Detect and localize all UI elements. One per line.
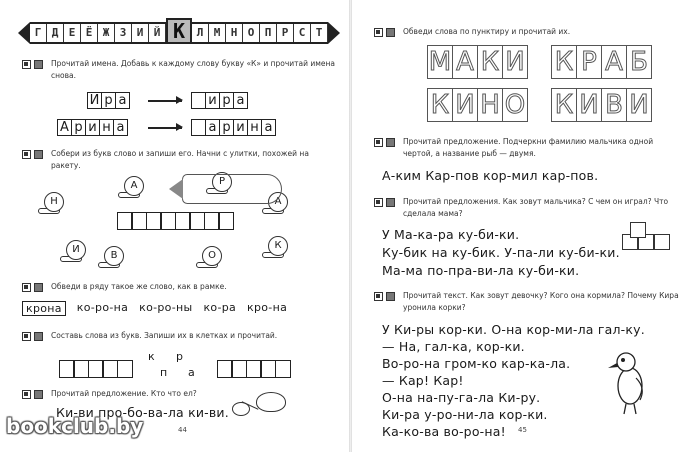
- letter-cell: а: [115, 92, 130, 109]
- dotted-letter: А: [601, 45, 627, 79]
- dotted-letter: К: [477, 45, 503, 79]
- snail-icon: [98, 246, 124, 268]
- snail-icon: [196, 246, 222, 268]
- alphabet-letter: Т: [311, 24, 328, 42]
- text-line: — На, гал-ка, кор-ки.: [382, 339, 525, 354]
- letter-cell: а: [233, 92, 248, 109]
- task-makar: [374, 196, 684, 220]
- dotted-letter: К: [427, 88, 453, 122]
- word-option[interactable]: кро-на: [247, 301, 288, 314]
- task-surname: [374, 136, 684, 160]
- task-trace-words: [374, 26, 684, 38]
- alphabet-strip: [30, 19, 328, 44]
- alphabet-letter: И: [132, 24, 149, 42]
- kiwi-bird-icon: [256, 392, 286, 412]
- text-line: У Ма-ка-ра ку-би-ки.: [382, 227, 520, 242]
- alphabet-letter: Д: [47, 24, 64, 42]
- snail-letter: И: [66, 240, 86, 260]
- answer-cells[interactable]: [118, 212, 234, 230]
- task-marker-icon: [374, 198, 383, 207]
- alphabet-letter: Й: [149, 24, 166, 42]
- task-instruction: Прочитай имена. Добавь к каждому слову букву «К» и прочитай имена снова.: [51, 59, 336, 80]
- task-find-word: [22, 281, 340, 293]
- dotted-word[interactable]: [428, 45, 528, 79]
- task-marker-icon: [34, 332, 43, 341]
- answer-cells[interactable]: [218, 360, 291, 378]
- dotted-letter: И: [452, 88, 478, 122]
- task-snails: [22, 148, 340, 172]
- task-instruction: Прочитай предложение. Кто что ел?: [51, 389, 197, 398]
- sentence: А-ким Кар-пов кор-мил кар-пов.: [382, 168, 599, 183]
- arrow-icon: [148, 127, 182, 129]
- snail-letter: А: [268, 192, 288, 212]
- task-marker-icon: [22, 283, 31, 292]
- page-number: 44: [178, 426, 187, 434]
- task-instruction: Прочитай текст. Как зовут девочку? Кого она кормила? Почему Кира уронила корки?: [403, 291, 679, 312]
- task-add-letter: [22, 58, 340, 82]
- letter-cell: а: [113, 119, 128, 136]
- snail-icon: [60, 240, 86, 262]
- arrow-icon: [148, 100, 182, 102]
- scatter-letter: р: [176, 350, 183, 363]
- alphabet-letter: З: [115, 24, 132, 42]
- task-instruction: Собери из букв слово и запиши его. Начни с улитки, похожей на ракету.: [51, 149, 309, 170]
- text-line: Ки-ра у-ро-ни-ла кор-ки.: [382, 407, 548, 422]
- task-marker-icon: [386, 138, 395, 147]
- snail-icon: [118, 176, 144, 198]
- task-instruction: Обведи в ряду такое же слово, как в рамке.: [51, 282, 227, 291]
- task-marker-icon: [374, 292, 383, 301]
- dotted-letter: И: [626, 88, 652, 122]
- empty-cell[interactable]: [117, 360, 133, 378]
- scatter-letter: п: [160, 366, 168, 379]
- letter-cell: и: [85, 119, 100, 136]
- task-marker-icon: [22, 150, 31, 159]
- snail-letter: О: [202, 246, 222, 266]
- task-marker-icon: [386, 292, 395, 301]
- text-line: Ку-бик на ку-бик. У-па-ли ку-би-ки.: [382, 245, 620, 260]
- text-line: Во-ро-на гром-ко кар-ка-ла.: [382, 356, 571, 371]
- dotted-word[interactable]: [552, 45, 652, 79]
- word-option[interactable]: ко-ра: [203, 301, 237, 314]
- letter-cell: а: [205, 119, 220, 136]
- snail-icon: [262, 236, 288, 258]
- snail-letter: К: [268, 236, 288, 256]
- ribbon-left-arrow: [18, 22, 30, 44]
- letter-cell: а: [261, 119, 276, 136]
- letter-cell: р: [101, 92, 116, 109]
- task-marker-icon: [22, 332, 31, 341]
- letter-cell: р: [71, 119, 86, 136]
- alphabet-letter: М: [209, 24, 226, 42]
- text-line: — Кар! Кар!: [382, 373, 464, 388]
- task-marker-icon: [34, 390, 43, 399]
- task-kira: [374, 290, 684, 314]
- alphabet-letter: Е: [64, 24, 81, 42]
- task-instruction: Прочитай предложения. Как зовут мальчика? С чем он играл? Что сделала мама?: [403, 197, 669, 218]
- task-instruction: Составь слова из букв. Запиши их в клетках и прочитай.: [51, 331, 278, 340]
- word-kira-cells[interactable]: [192, 92, 248, 109]
- answer-cells[interactable]: [60, 360, 133, 378]
- dotted-letter: К: [551, 45, 577, 79]
- alphabet-letter: Л: [192, 24, 209, 42]
- cubes-icon: [622, 222, 674, 252]
- dotted-word[interactable]: [428, 88, 528, 122]
- letter-cell: И: [87, 92, 102, 109]
- alphabet-ribbon: [18, 19, 340, 44]
- boxed-word: крона: [22, 301, 66, 316]
- dotted-letter: В: [601, 88, 627, 122]
- snail-letter: Р: [212, 172, 232, 192]
- task-instruction: Прочитай предложение. Подчеркни фамилию мальчика одной чертой, а название рыб — двумя.: [403, 137, 654, 158]
- word-karina-cells[interactable]: [192, 119, 276, 136]
- task-marker-icon: [22, 60, 31, 69]
- rocket-icon: [182, 174, 282, 204]
- alphabet-letter: Ё: [81, 24, 98, 42]
- dotted-letter: К: [551, 88, 577, 122]
- word-option[interactable]: ко-ро-на: [76, 301, 129, 314]
- snail-letter: В: [104, 246, 124, 266]
- letter-cell: [191, 119, 206, 136]
- snail-letter: А: [124, 176, 144, 196]
- snail-icon: [38, 192, 64, 214]
- letter-cell: н: [247, 119, 262, 136]
- right-page: [352, 0, 700, 452]
- dotted-letter: Р: [576, 45, 602, 79]
- text-line: У Ки-ры кор-ки. О-на кор-ми-ла гал-ку.: [382, 322, 645, 337]
- ribbon-right-arrow: [328, 22, 340, 44]
- alphabet-letter: Г: [30, 24, 47, 42]
- letter-cell: р: [219, 92, 234, 109]
- task-marker-icon: [34, 283, 43, 292]
- alphabet-letter: Ж: [98, 24, 115, 42]
- dotted-letter: О: [502, 88, 528, 122]
- text-line: Ма-ма по-пра-ви-ла ку-би-ки.: [382, 263, 580, 278]
- empty-cell[interactable]: [275, 360, 291, 378]
- task-marker-icon: [386, 28, 395, 37]
- scatter-letter: а: [188, 366, 195, 379]
- page-number: 45: [518, 426, 527, 434]
- dotted-word[interactable]: [552, 88, 652, 122]
- task-instruction: Обведи слова по пунктиру и прочитай их.: [403, 27, 571, 36]
- kiwi-sentence: Ки-ви про-бо-ва-ла ки-ви.: [56, 405, 229, 420]
- letter-cell: [191, 92, 206, 109]
- task-marker-icon: [386, 198, 395, 207]
- dotted-letter: Б: [626, 45, 652, 79]
- alphabet-letter: О: [243, 24, 260, 42]
- task-marker-icon: [34, 150, 43, 159]
- snail-letter: Н: [44, 192, 64, 212]
- task-marker-icon: [34, 60, 43, 69]
- watermark: bookclub.by: [6, 414, 144, 438]
- word-arina: [58, 119, 128, 136]
- scatter-letter: к: [148, 350, 155, 363]
- empty-cell[interactable]: [218, 212, 234, 230]
- alphabet-letter: К: [166, 18, 192, 44]
- alphabet-letter: С: [294, 24, 311, 42]
- letter-cell: и: [205, 92, 220, 109]
- task-marker-icon: [22, 390, 31, 399]
- dotted-letter: И: [576, 88, 602, 122]
- task-marker-icon: [374, 138, 383, 147]
- text-line: О-на на-пу-га-ла Ки-ру.: [382, 390, 541, 405]
- task-compose-words: [22, 330, 340, 342]
- dotted-letter: И: [502, 45, 528, 79]
- letter-cell: А: [57, 119, 72, 136]
- dotted-letter: А: [452, 45, 478, 79]
- word-ira: [88, 92, 130, 109]
- alphabet-letter: Н: [226, 24, 243, 42]
- crow-icon: [606, 348, 650, 418]
- word-option[interactable]: ко-ро-ны: [139, 301, 193, 314]
- letter-cell: р: [219, 119, 234, 136]
- letter-cell: и: [233, 119, 248, 136]
- dotted-letter: Н: [477, 88, 503, 122]
- text-line: Ка-ко-ва во-ро-на!: [382, 424, 506, 439]
- word-row: [22, 301, 298, 316]
- task-marker-icon: [374, 28, 383, 37]
- dotted-letter: М: [428, 47, 452, 77]
- alphabet-letter: Р: [277, 24, 294, 42]
- alphabet-letter: П: [260, 24, 277, 42]
- letter-cell: н: [99, 119, 114, 136]
- task-kiwi: [22, 388, 340, 400]
